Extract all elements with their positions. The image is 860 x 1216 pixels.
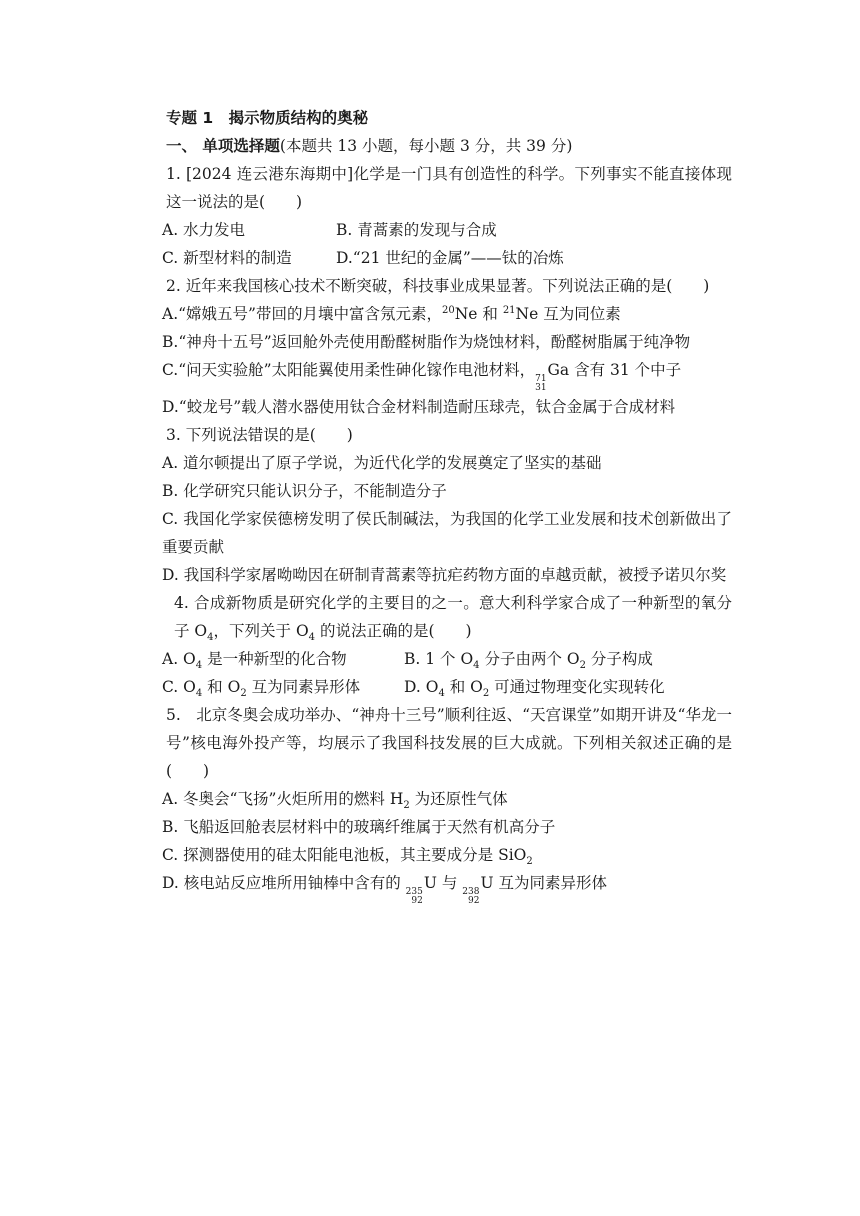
q5-d-tail: U 互为同素异形体 [480,874,607,892]
q4-a-text2: 是一种新型的化合物 [202,650,347,668]
q2-stem: 2. 近年来我国核心技术不断突破，科技事业成果显著。下列说法正确的是( ) [166,277,710,295]
ne21-mass-number: 21 [502,304,516,316]
q5-a-text: A. 冬奥会“飞扬”火炬所用的燃料 H [162,790,404,808]
u238-atomic-number: 92 [468,896,480,906]
q4-b-text: B. 1 个 O [404,650,474,668]
q4-stem-sub2: 4 [308,632,316,644]
q4-d-text3: 可通过物理变化实现转化 [489,678,665,696]
section-label: 一、 单项选择题 [166,137,280,155]
q4-b-sub1: 4 [473,660,480,672]
q4-b-sub2: 2 [579,660,586,672]
q4-stem [130,589,732,645]
q4-c-text2: 和 O [202,678,241,696]
q2-option-d: D.“蛟龙号”载人潜水器使用钛合金材料制造耐压球壳，钛合金属于合成材料 [162,398,676,416]
q3-option-b: B. 化学研究只能认识分子，不能制造分子 [162,482,447,500]
q4-d-text2: 和 O [444,678,483,696]
q5-option-c [130,841,732,869]
q4-option-c [162,673,404,701]
q5-option-a [130,785,732,813]
q2-option-c-text: C.“问天实验舱”太阳能翼使用柔性砷化镓作电池材料， [162,361,536,379]
q1-option-d: D.“21 世纪的金属”——钛的冶炼 [336,249,564,267]
q4-options-row2 [130,673,732,701]
q4-stem-text: 4. 合成新物质是研究化学的主要目的之一。意大利科学家合成了一种新型的氧分子 O [174,594,732,640]
q4-option-b [404,645,653,673]
q4-b-text2: 分子由两个 O [479,650,580,668]
q5-stem: 5. 北京冬奥会成功举办、“神舟十三号”顺利往返、“天宫课堂”如期开讲及“华龙一号”核电海外投产等，均展示了我国科技发展的巨大成就。下列相关叙述正确的是( ) [166,706,732,780]
u235-nuclide-notation [406,888,423,906]
q1-option-a: A. 水力发电 [162,221,246,239]
q5-d-text: D. 核电站反应堆所用铀棒中含有的 [162,874,406,892]
exam-page [130,104,732,906]
q4-d-text: D. O [404,678,439,696]
q1-option-b: B. 青蒿素的发现与合成 [336,221,497,239]
q4-d-sub1: 4 [438,688,445,700]
q4-b-text3: 分子构成 [585,650,653,668]
q5-a-sub: 2 [403,800,410,812]
ga-mass-number: 71 [535,374,547,384]
q4-c-sub1: 4 [195,688,203,700]
ga-nuclide-notation [535,375,546,393]
q4-c-text3: 互为同素异形体 [246,678,361,696]
u235-atomic-number: 92 [411,896,423,906]
ne20-symbol: Ne 和 [454,305,503,323]
q2-option-a-text: A.“嫦娥五号”带回的月壤中富含氖元素， [162,305,442,323]
q4-options-row1 [130,645,732,673]
q4-c-sub2: 2 [240,688,247,700]
u238-mass-number: 238 [462,887,480,897]
ne21-symbol: Ne 互为同位素 [515,305,621,323]
q2-option-c-tail: Ga 含有 31 个中子 [547,361,682,379]
q4-stem-text3: 的说法正确的是( ) [315,622,472,640]
q3-option-d: D. 我国科学家屠呦呦因在研制青蒿素等抗疟药物方面的卓越贡献，被授予诺贝尔奖 [162,566,727,584]
ne20-mass-number: 20 [441,304,455,316]
q3-stem: 3. 下列说法错误的是( ) [166,426,353,444]
q4-stem-sub1: 4 [207,632,214,644]
u238-nuclide-notation [462,888,479,906]
q5-d-mid: U 与 [423,874,463,892]
q2-option-c [130,356,732,393]
q2-option-b: B.“神舟十五号”返回舱外壳使用酚醛树脂作为烧蚀材料，酚醛树脂属于纯净物 [162,333,691,351]
q5-option-d [130,869,732,906]
q3-option-c: C. 我国化学家侯德榜发明了侯氏制碱法，为我国的化学工业发展和技术创新做出了重要贡献 [162,510,732,556]
section-heading [130,132,732,160]
q1-options-row2 [130,244,732,272]
q4-option-d [404,673,665,701]
section-instructions: (本题共 13 小题，每小题 3 分，共 39 分) [279,137,573,155]
q1-options-row1 [130,216,732,244]
q4-c-text: C. O [162,678,196,696]
page-title: 专题 1 揭示物质结构的奥秘 [166,109,369,127]
q1-option-c: C. 新型材料的制造 [162,249,292,267]
u235-mass-number: 235 [405,887,423,897]
q5-c-text: C. 探测器使用的硅太阳能电池板，其主要成分是 SiO [162,846,527,864]
q1-stem: 1. [2024 连云港东海期中]化学是一门具有创造性的科学。下列事实不能直接体现这一说法的是( ) [166,165,732,211]
q5-a-text2: 为还原性气体 [409,790,508,808]
ga-atomic-number: 31 [535,383,547,393]
q2-option-a [130,300,732,328]
q4-a-sub: 4 [195,660,203,672]
q5-c-sub: 2 [526,856,533,868]
q4-d-sub2: 2 [482,688,490,700]
q5-option-b: B. 飞船返回舱表层材料中的玻璃纤维属于天然有机高分子 [162,818,556,836]
q3-option-a: A. 道尔顿提出了原子学说，为近代化学的发展奠定了坚实的基础 [162,454,602,472]
q4-option-a [162,645,404,673]
q4-a-text: A. O [162,650,196,668]
q4-stem-text2: ，下列关于 O [213,622,309,640]
